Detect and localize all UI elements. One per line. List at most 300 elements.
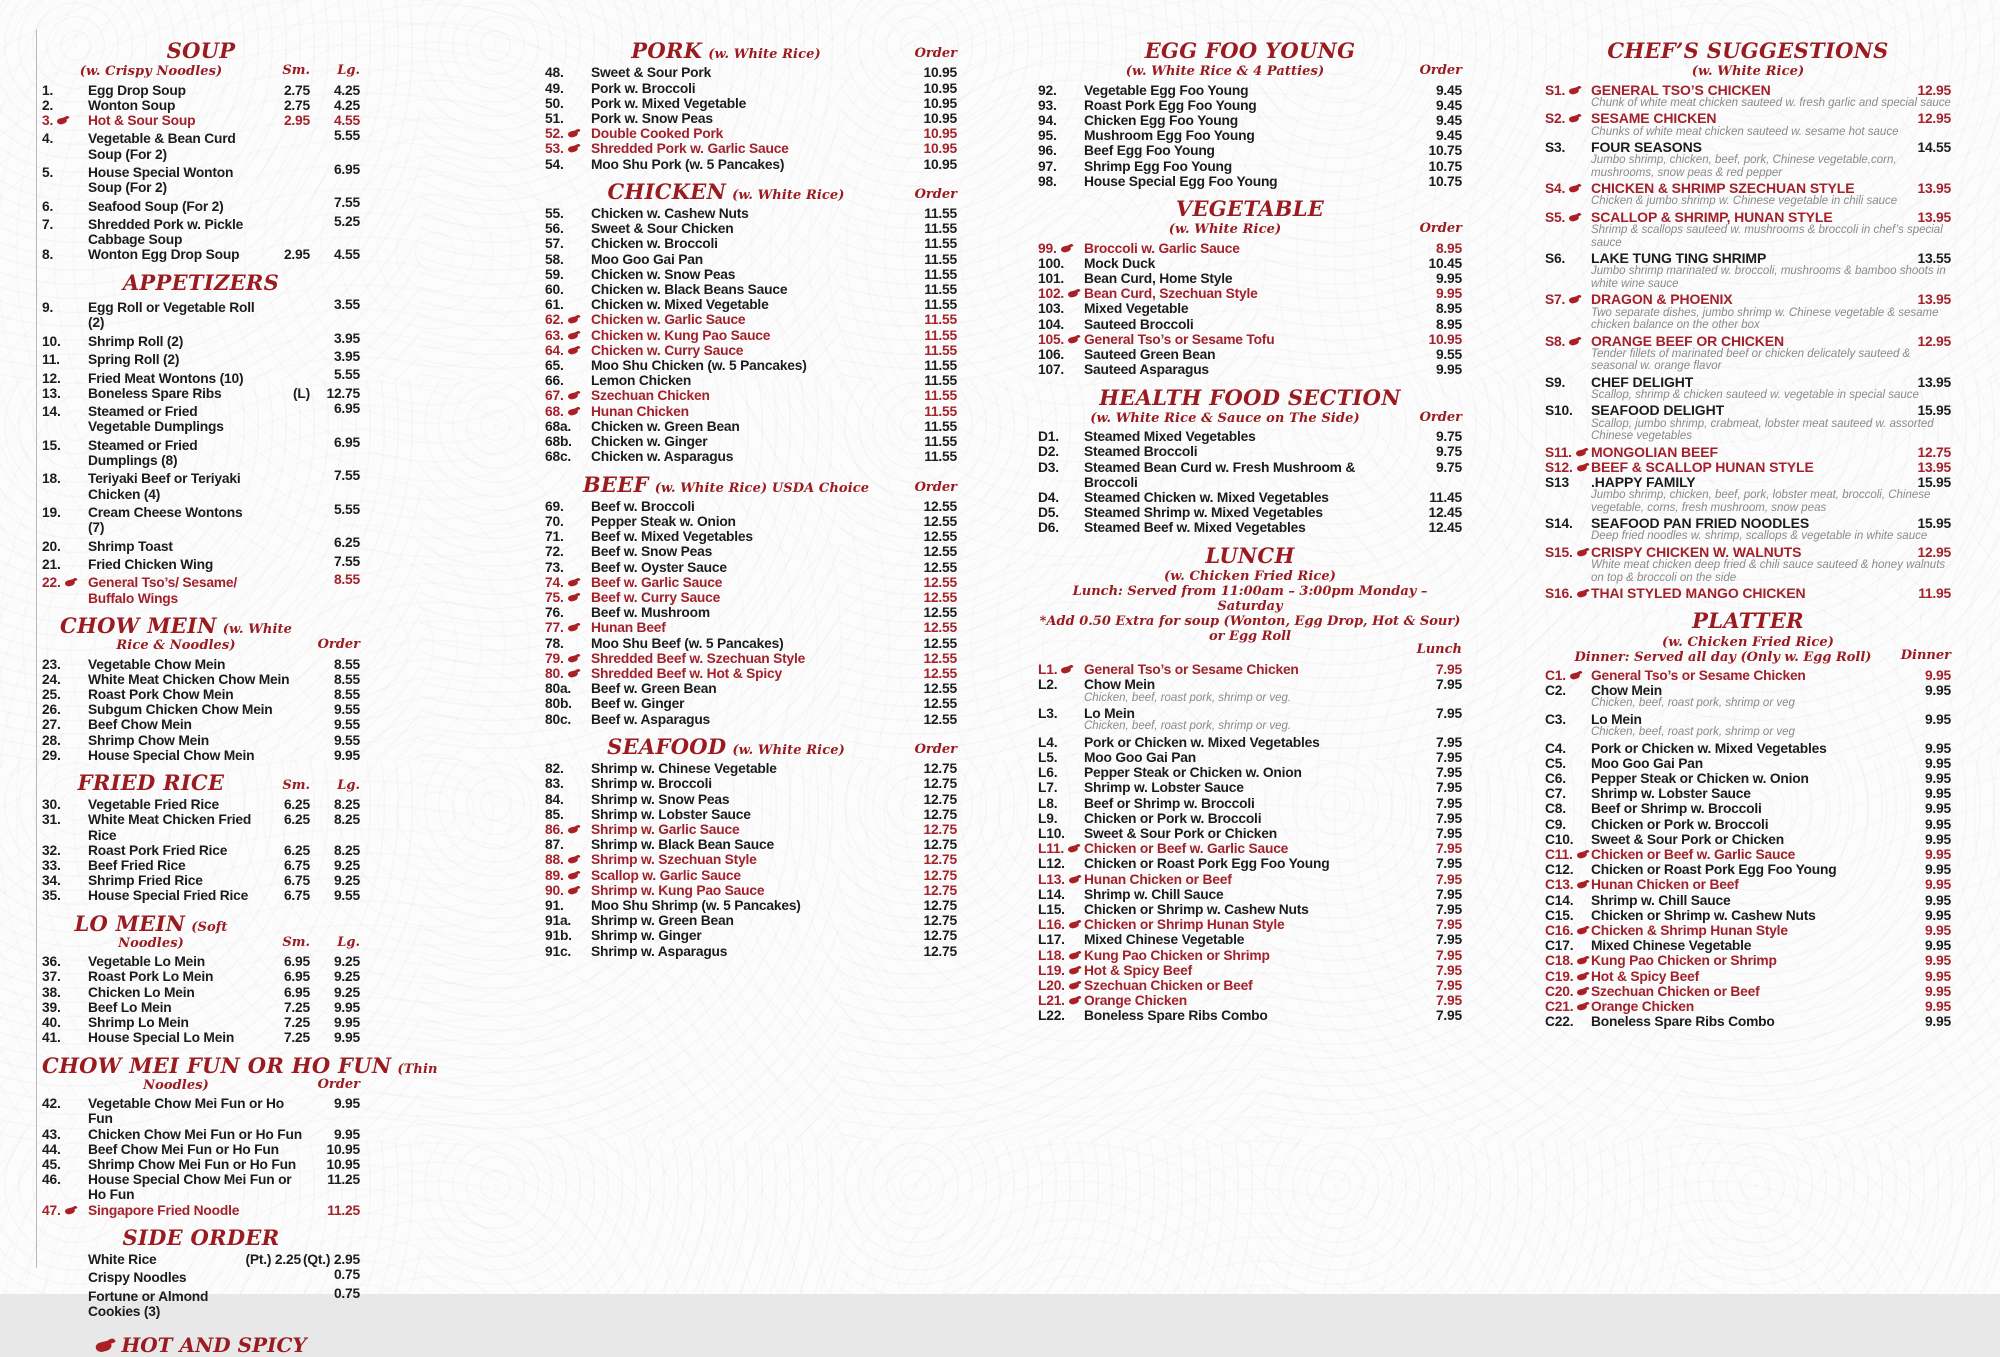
item-price: 9.75 (1435, 459, 1462, 475)
item-number: 80. (545, 666, 591, 681)
menu-item-row (1545, 741, 1951, 756)
item-prices (1903, 984, 1951, 999)
item-name: SEAFOOD PAN FRIED NOODLES (1591, 515, 1810, 532)
item-number: S12. (1545, 460, 1591, 475)
section-note-text: Dinner: Served all day (Only w. Egg Roll) (1574, 650, 1872, 665)
item-prices (262, 401, 360, 416)
menu-item-row (1038, 796, 1462, 811)
menu-item-row (42, 1252, 360, 1267)
item-number: 57. (545, 236, 564, 252)
price-column-label: Lunch (1416, 642, 1462, 658)
menu-item-row (1545, 786, 1951, 801)
price-column-label: Order (1419, 63, 1462, 79)
item-prices (909, 236, 957, 251)
menu-item-row (1038, 128, 1462, 143)
item-name: Vegetable Egg Foo Young (1084, 82, 1249, 98)
item-number: 80c. (545, 711, 572, 727)
section-note-text: *Add 0.50 Extra for soup (Wonton, Egg Drop, Hot & Sour) or Egg Roll (1039, 614, 1461, 645)
item-price: 15.95 (1917, 516, 1951, 532)
item-prices (262, 873, 360, 888)
item-name: Vegetable Fried Rice (88, 797, 219, 813)
menu-item-row (1038, 948, 1462, 963)
item-prices (312, 672, 360, 687)
item-name: Shrimp Chow Mei Fun or Ho Fun (88, 1156, 297, 1172)
menu-item-row (1545, 984, 1951, 999)
menu-item-row (1545, 801, 1951, 816)
item-prices (262, 535, 360, 550)
item-name: Sweet & Sour Pork or Chicken (1084, 826, 1277, 841)
item-price: 12.75 (923, 791, 957, 807)
item-name: Hunan Chicken (591, 403, 689, 419)
item-number: 8. (42, 247, 54, 263)
item-number: L6. (1038, 765, 1058, 781)
section-title-line (1038, 384, 1462, 410)
section-title-line (545, 733, 957, 759)
item-name: Beef Lo Mein (88, 999, 172, 1015)
section-qualifier: (w. White Rice) (1691, 64, 1805, 80)
section-qualifier: (w. White Rice) (1168, 222, 1282, 238)
item-prices (909, 141, 957, 156)
item-price: 12.55 (923, 498, 957, 514)
item-price: 7.25 (283, 1030, 310, 1046)
item-price: 7.25 (283, 1015, 310, 1031)
price-column-labels (1414, 64, 1462, 77)
chili-pepper-icon (1576, 955, 1589, 965)
menu-item-row (545, 605, 957, 620)
item-name: Pork w. Broccoli (591, 80, 696, 96)
item-price: 10.75 (1428, 143, 1462, 159)
item-price: 9.95 (333, 1030, 360, 1046)
menu-item-row (1038, 765, 1462, 780)
item-price: 2.75 (283, 97, 310, 113)
item-name: Chicken or Beef w. Garlic Sauce (1591, 847, 1796, 863)
item-name: Fried Chicken Wing (88, 557, 214, 573)
section-subtitle-line (42, 63, 360, 79)
item-number: 56. (545, 221, 564, 237)
item-price (262, 435, 310, 450)
item-price: 9.95 (1924, 801, 1951, 817)
chili-pepper-icon (567, 330, 580, 340)
menu-item-row (545, 434, 957, 449)
item-prices (312, 1142, 360, 1157)
item-price: 11.55 (924, 282, 957, 298)
item-name: Chicken or Roast Pork Egg Foo Young (1591, 862, 1837, 878)
item-prices (1903, 475, 1951, 490)
item-price (262, 195, 310, 210)
item-number: 89. (545, 868, 591, 883)
item-price: 6.25 (283, 842, 310, 858)
item-prices (1903, 771, 1951, 786)
item-prices (909, 252, 957, 267)
item-name: Beef w. Green Bean (591, 681, 717, 697)
item-name: Chicken w. Kung Pao Sauce (591, 327, 771, 343)
item-number: L12. (1038, 856, 1065, 872)
menu-item-row (42, 873, 360, 888)
item-price: 12.55 (923, 681, 957, 697)
menu-item-row (545, 252, 957, 267)
legend-label: HOT AND SPICY (121, 1333, 307, 1357)
item-price: 9.75 (1435, 444, 1462, 460)
item-number: 39. (42, 999, 61, 1015)
item-number: 14. (42, 404, 61, 420)
chili-pepper-icon (94, 1337, 115, 1353)
item-name: Vegetable Chow Mein (88, 656, 226, 672)
menu-item-row (1038, 429, 1462, 444)
item-number: C4. (1545, 740, 1566, 756)
item-price: 2.95 (283, 113, 310, 129)
item-prices (1414, 677, 1462, 692)
item-price: 7.55 (333, 468, 360, 484)
item-number: 37. (42, 969, 61, 985)
item-prices (1414, 241, 1462, 256)
item-prices (1414, 978, 1462, 993)
section-title: EGG FOO YOUNG (1144, 38, 1356, 63)
item-price: 9.95 (333, 1126, 360, 1142)
item-number: 107. (1038, 362, 1065, 378)
item-prices (262, 554, 360, 569)
item-number: L18. (1038, 948, 1084, 963)
menu-item-row (42, 435, 360, 469)
menu-item-row (1545, 545, 1951, 560)
chili-pepper-icon (1576, 849, 1589, 859)
chili-pepper-icon (1068, 950, 1081, 960)
menu-item-row (1038, 347, 1462, 362)
menu-item-row (42, 98, 360, 113)
chili-pepper-icon (1068, 995, 1081, 1005)
item-price: 12.75 (923, 821, 957, 837)
menu-item-row (545, 681, 957, 696)
price-column-labels (909, 47, 957, 60)
item-price: 8.25 (333, 842, 360, 858)
item-price: 9.95 (333, 999, 360, 1015)
menu-item-row (1038, 490, 1462, 505)
item-number: 60. (545, 282, 564, 298)
chili-pepper-icon (1067, 288, 1080, 298)
item-number: 55. (545, 206, 564, 222)
item-name: Chicken w. Broccoli (591, 236, 718, 252)
item-price: 9.95 (1924, 831, 1951, 847)
menu-item-row (545, 792, 957, 807)
item-name: Chicken w. Garlic Sauce (591, 312, 746, 328)
item-prices (262, 797, 360, 812)
menu-item-row (545, 651, 957, 666)
hot-and-spicy-legend (42, 1333, 360, 1357)
item-name: Shrimp Egg Foo Young (1084, 158, 1233, 174)
item-name: Beef Egg Foo Young (1084, 143, 1215, 159)
section-subtitle-line (1038, 221, 1462, 237)
item-prices (1414, 301, 1462, 316)
item-name: Wonton Egg Drop Soup (88, 247, 240, 263)
item-number: 101. (1038, 271, 1065, 287)
section-qualifier: (w. Crispy Noodles) (79, 64, 223, 80)
price-column-label: Order (1419, 409, 1462, 425)
chili-pepper-icon (1060, 664, 1073, 674)
menu-item-row (1545, 181, 1951, 196)
item-number: 44. (42, 1141, 61, 1157)
item-price: 0.75 (333, 1285, 360, 1301)
item-prices (909, 807, 957, 822)
menu-item-row (1038, 159, 1462, 174)
price-column-labels (909, 743, 957, 756)
item-price: 9.95 (1924, 999, 1951, 1015)
section-note (1038, 614, 1462, 644)
item-name: Vegetable Lo Mein (88, 954, 205, 970)
item-name: Shrimp w. Chinese Vegetable (591, 761, 777, 777)
item-number: C17. (1545, 938, 1574, 954)
menu-item-row (1038, 113, 1462, 128)
section-subtitle-line (1545, 634, 1951, 650)
item-prices (909, 499, 957, 514)
item-name: Roast Pork Chow Mein (88, 686, 234, 702)
section-qualifier: (w. White Rice & Sauce on The Side) (1090, 410, 1360, 426)
item-price: 11.55 (924, 358, 957, 374)
item-price: 9.55 (333, 732, 360, 748)
item-prices (909, 206, 957, 221)
item-name: Bean Curd, Home Style (1084, 271, 1233, 287)
item-prices (1903, 251, 1951, 266)
item-price: 11.45 (1429, 489, 1462, 505)
item-price: 3.55 (333, 296, 360, 312)
item-price: 8.95 (1435, 301, 1462, 317)
item-number: L15. (1038, 902, 1065, 918)
item-prices (1414, 1008, 1462, 1023)
item-number: 80a. (545, 681, 572, 697)
menu-item-row (545, 837, 957, 852)
item-name: Chicken or Shrimp w. Cashew Nuts (1084, 902, 1309, 918)
section-title-line (545, 178, 957, 204)
menu-item-row (1038, 993, 1462, 1008)
section-header (42, 910, 360, 952)
item-price: 12.95 (1917, 544, 1951, 560)
section-qualifier: (w. White Rice & Noodles) (116, 621, 292, 654)
item-number: 43. (42, 1126, 61, 1142)
item-prices (1414, 347, 1462, 362)
item-name: DRAGON & PHOENIX (1591, 291, 1733, 308)
item-prices (1903, 756, 1951, 771)
item-prices (909, 636, 957, 651)
item-name: Spring Roll (2) (88, 352, 180, 368)
menu-item-row (42, 367, 360, 385)
price-column-labels (262, 779, 360, 792)
menu-item-row (1038, 174, 1462, 189)
item-number: 50. (545, 95, 564, 111)
section-title: PLATTER (1692, 608, 1804, 634)
item-price: 7.95 (1435, 734, 1462, 750)
item-prices (909, 913, 957, 928)
item-prices (312, 733, 360, 748)
menu-item-row (1038, 735, 1462, 750)
item-price: 8.55 (333, 671, 360, 687)
chili-pepper-icon (1576, 971, 1589, 981)
section-header (1038, 198, 1462, 238)
item-price: 10.95 (923, 126, 957, 142)
item-prices (262, 572, 360, 587)
item-description: Chunk of white meat chicken sauteed w. fresh garlic and special sauce (1591, 96, 1951, 109)
item-name: Lo Mein (1591, 711, 1642, 727)
menu-item-row (42, 797, 360, 812)
item-number: L20. (1038, 978, 1084, 993)
menu-item-row (1545, 893, 1951, 908)
item-name: Moo Shu Chicken (w. 5 Pancakes) (591, 358, 807, 374)
menu-item-row (1545, 210, 1951, 225)
item-name: Shrimp Chow Mein (88, 732, 209, 748)
menu-item-row (1038, 1008, 1462, 1023)
item-prices (262, 195, 360, 210)
item-name: Shrimp w. Broccoli (591, 776, 712, 792)
price-column-label: Lg. (337, 63, 360, 79)
item-number: L14. (1038, 886, 1065, 902)
item-name: Chicken & Shrimp Hunan Style (1591, 923, 1788, 939)
item-name: General Tso’s or Sesame Chicken (1591, 668, 1806, 683)
item-number: 32. (42, 842, 61, 858)
menu-item-row (42, 717, 360, 732)
item-price: 9.45 (1435, 128, 1462, 144)
menu-item-row (1545, 969, 1951, 984)
menu-item-row (1038, 811, 1462, 826)
item-price: 12.55 (923, 605, 957, 621)
item-number: L5. (1038, 749, 1058, 765)
item-prices (1414, 856, 1462, 871)
item-name: Chow Mein (1084, 677, 1156, 693)
item-price: 10.75 (1428, 158, 1462, 174)
section-title-line (1038, 198, 1462, 220)
section-title: APPETIZERS (122, 269, 280, 295)
menu-item-row (545, 65, 957, 80)
menu-item-row (42, 535, 360, 553)
item-description: Two separate dishes, jumbo shrimp w. Chinese vegetable & sesame chicken balance on the other box (1591, 306, 1939, 332)
item-name: Beef or Shrimp w. Broccoli (1591, 801, 1762, 817)
section-qualifier: (w. Chicken Fried Rice) (1661, 634, 1835, 650)
menu-item-row (1545, 999, 1951, 1014)
section-title-line (42, 40, 360, 62)
item-number: 54. (545, 156, 564, 172)
item-price: 10.95 (326, 1156, 360, 1172)
section-title: SIDE ORDER (122, 1224, 280, 1250)
menu-item-row (1545, 817, 1951, 832)
item-price: 10.95 (923, 95, 957, 111)
item-name: Chicken Lo Mein (88, 984, 195, 1000)
item-name: Chicken or Beef w. Garlic Sauce (1084, 841, 1289, 857)
item-description: Jumbo shrimp, chicken, beef, pork, lobster meat, broccoli, Chinese vegetable, corns, fresh mushroom, snow peas (1591, 489, 1931, 514)
menu-item-row (1038, 887, 1462, 902)
menu-item-row (42, 468, 360, 502)
item-price: 12.55 (923, 544, 957, 560)
item-number: 93. (1038, 97, 1057, 113)
menu-item-row (42, 843, 360, 858)
chili-pepper-icon (1568, 85, 1581, 95)
item-prices (1903, 586, 1951, 601)
item-number: S15. (1545, 545, 1591, 560)
item-name: White Meat Chicken Fried Rice (88, 812, 252, 843)
menu-item-row (545, 81, 957, 96)
item-price (262, 554, 310, 569)
item-price: 12.75 (923, 837, 957, 853)
item-price (262, 349, 310, 364)
chili-pepper-icon (1576, 1001, 1589, 1011)
item-name: Shrimp Toast (88, 538, 173, 554)
section-header (545, 733, 957, 759)
price-column-label: Order (914, 741, 957, 757)
item-number: C22. (1545, 1014, 1574, 1030)
item-name: Shrimp w. Lobster Sauce (1084, 780, 1244, 796)
item-price: 12.55 (923, 514, 957, 530)
menu-item-row (545, 590, 957, 605)
item-name: Sweet & Sour Chicken (591, 221, 734, 237)
menu-item-row (545, 575, 957, 590)
menu-item-row (1545, 712, 1951, 727)
item-price: 11.55 (924, 434, 957, 450)
item-prices (909, 928, 957, 943)
item-number: 100. (1038, 255, 1065, 271)
item-prices (1414, 174, 1462, 189)
item-price (262, 331, 310, 346)
section-note-text: Lunch: Served from 11:00am – 3:00pm Monday – Saturday (1072, 584, 1428, 615)
menu-item-row (1038, 872, 1462, 887)
item-name: Chicken or Shrimp w. Cashew Nuts (1591, 907, 1816, 923)
item-prices (1903, 801, 1951, 816)
section-subtitle-line (1038, 410, 1462, 426)
item-price: 9.55 (333, 717, 360, 733)
item-price: 9.95 (1924, 968, 1951, 984)
menu-item-row (42, 812, 360, 842)
item-name: Sweet & Sour Pork (591, 65, 712, 81)
item-price: 12.55 (923, 574, 957, 590)
item-prices (1903, 292, 1951, 307)
item-price: 9.95 (1924, 938, 1951, 954)
item-price: 12.55 (923, 529, 957, 545)
item-price: 13.95 (1917, 459, 1951, 475)
item-prices (262, 113, 360, 128)
menu-item-row (42, 247, 360, 262)
item-price (262, 1286, 310, 1301)
chili-pepper-icon (567, 390, 580, 400)
item-prices (312, 1096, 360, 1111)
item-name: Hunan Chicken or Beef (1591, 877, 1739, 893)
item-prices (262, 985, 360, 1000)
item-name: Kung Pao Chicken or Shrimp (1591, 953, 1777, 969)
item-price: 6.75 (283, 858, 310, 874)
item-price: 7.95 (1435, 1008, 1462, 1024)
item-number: S10. (1545, 403, 1573, 419)
item-number: 34. (42, 873, 61, 889)
item-description: Jumbo shrimp marinated w. broccoli, mushrooms & bamboo shoots in white wine sauce (1591, 265, 1946, 290)
item-price: 9.25 (333, 858, 360, 874)
item-name: SESAME CHICKEN (1591, 110, 1717, 127)
menu-item-row (545, 328, 957, 343)
item-description: Scallop, jumbo shrimp, crabmeat, lobster meat sauteed w. assorted Chinese vegetables (1591, 417, 1934, 443)
item-name: Sauteed Asparagus (1084, 362, 1209, 378)
menu-item-row (1038, 662, 1462, 677)
menu-item-row (1545, 460, 1951, 475)
item-number: 106. (1038, 347, 1065, 363)
section-title: SEAFOOD (607, 733, 727, 759)
item-number: 74. (545, 575, 591, 590)
menu-item-row (545, 560, 957, 575)
item-price: 11.55 (924, 327, 957, 343)
item-number: C19. (1545, 969, 1591, 984)
item-name: Chicken w. Cashew Nuts (591, 206, 749, 222)
section-header (42, 1224, 360, 1250)
item-price: 12.45 (1428, 505, 1462, 521)
item-prices (909, 852, 957, 867)
menu-item-row (42, 733, 360, 748)
item-price (262, 502, 310, 517)
item-name: Wonton Soup (88, 97, 176, 113)
item-number: S7. (1545, 292, 1591, 307)
item-price: 9.95 (333, 1096, 360, 1112)
menu-item-row (545, 868, 957, 883)
item-prices (262, 1267, 360, 1282)
